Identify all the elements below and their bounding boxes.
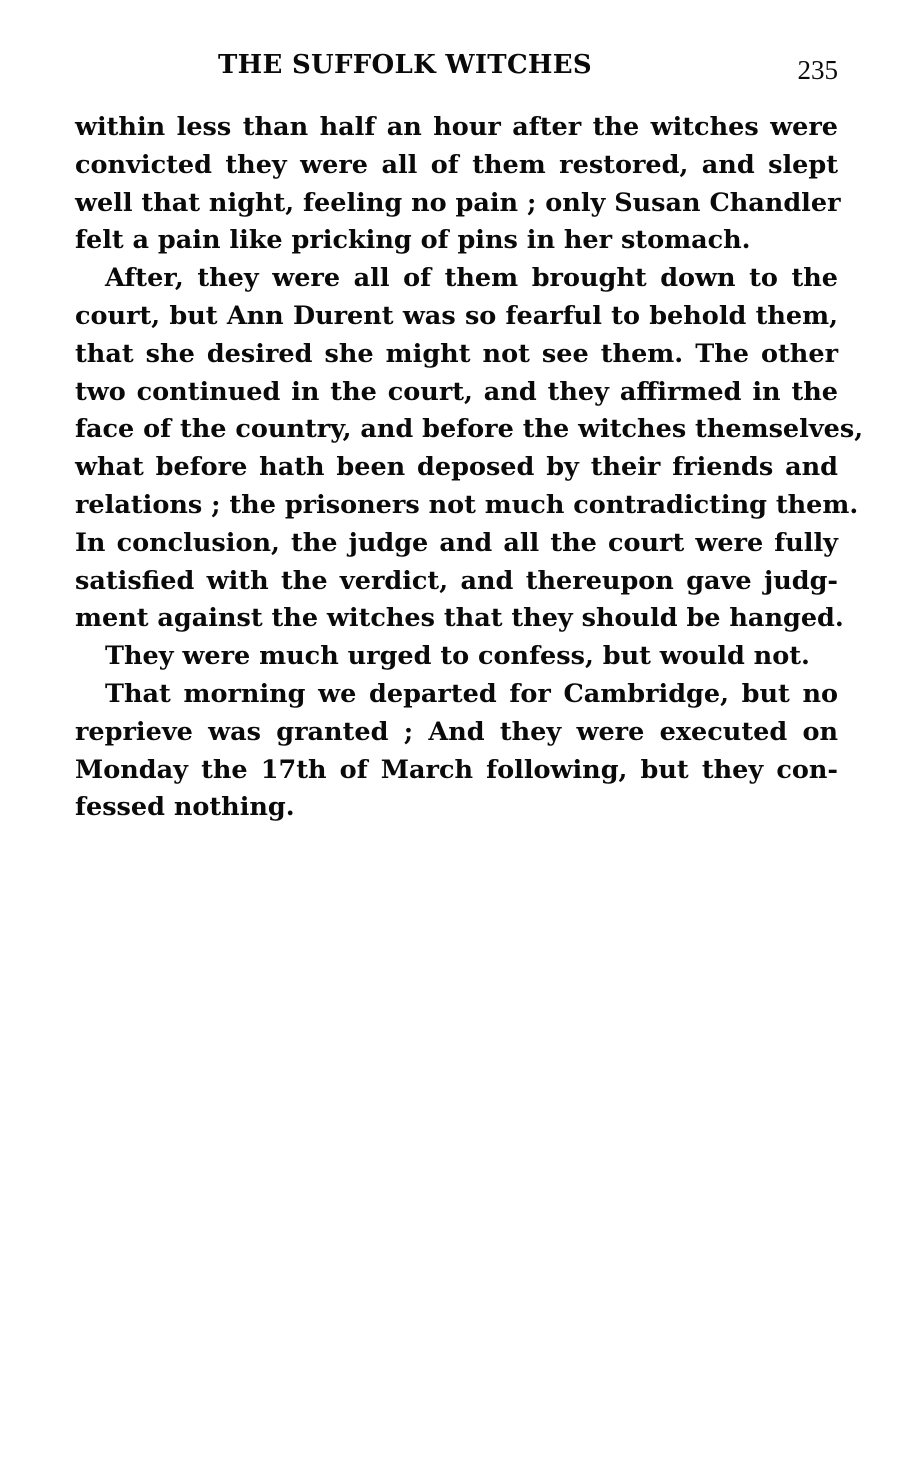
text-line: court, but Ann Durent was so fearful to behold them, — [75, 300, 838, 331]
text-line: that she desired she might not see them. The other — [75, 338, 838, 369]
text-line: reprieve was granted ; And they were executed on — [75, 716, 838, 747]
text-line: well that night, feeling no pain ; only Susan Chandler — [75, 187, 841, 218]
text-line: relations ; the prisoners not much contradicting them. — [75, 489, 859, 520]
text-line: Monday the 17th of March following, but they con- — [75, 754, 838, 785]
text-line: ment against the witches that they should be hanged. — [75, 603, 844, 634]
text-line: They were much urged to confess, but would not. — [105, 641, 810, 672]
text-line: face of the country, and before the witches themselves, — [75, 414, 864, 445]
running-title: THE SUFFOLK WITCHES — [218, 50, 592, 80]
text-line: In conclusion, the judge and all the court were fully — [75, 527, 838, 558]
page-number: 235 — [797, 55, 838, 85]
running-head — [75, 44, 838, 88]
text-line: That morning we departed for Cambridge, but no — [105, 678, 838, 709]
text-line: After, they were all of them brought down to the — [105, 263, 838, 294]
text-line: two continued in the court, and they affirmed in the — [75, 376, 838, 407]
text-line: within less than half an hour after the witches were — [75, 112, 838, 142]
text-line: satisfied with the verdict, and thereupon gave judg- — [75, 565, 838, 596]
text-line: fessed nothing. — [75, 792, 295, 823]
text-line: felt a pain like pricking of pins in her stomach. — [75, 225, 751, 256]
text-line: convicted they were all of them restored, and slept — [75, 149, 838, 180]
text-line: what before hath been deposed by their friends and — [75, 452, 838, 483]
body-text — [75, 109, 864, 827]
